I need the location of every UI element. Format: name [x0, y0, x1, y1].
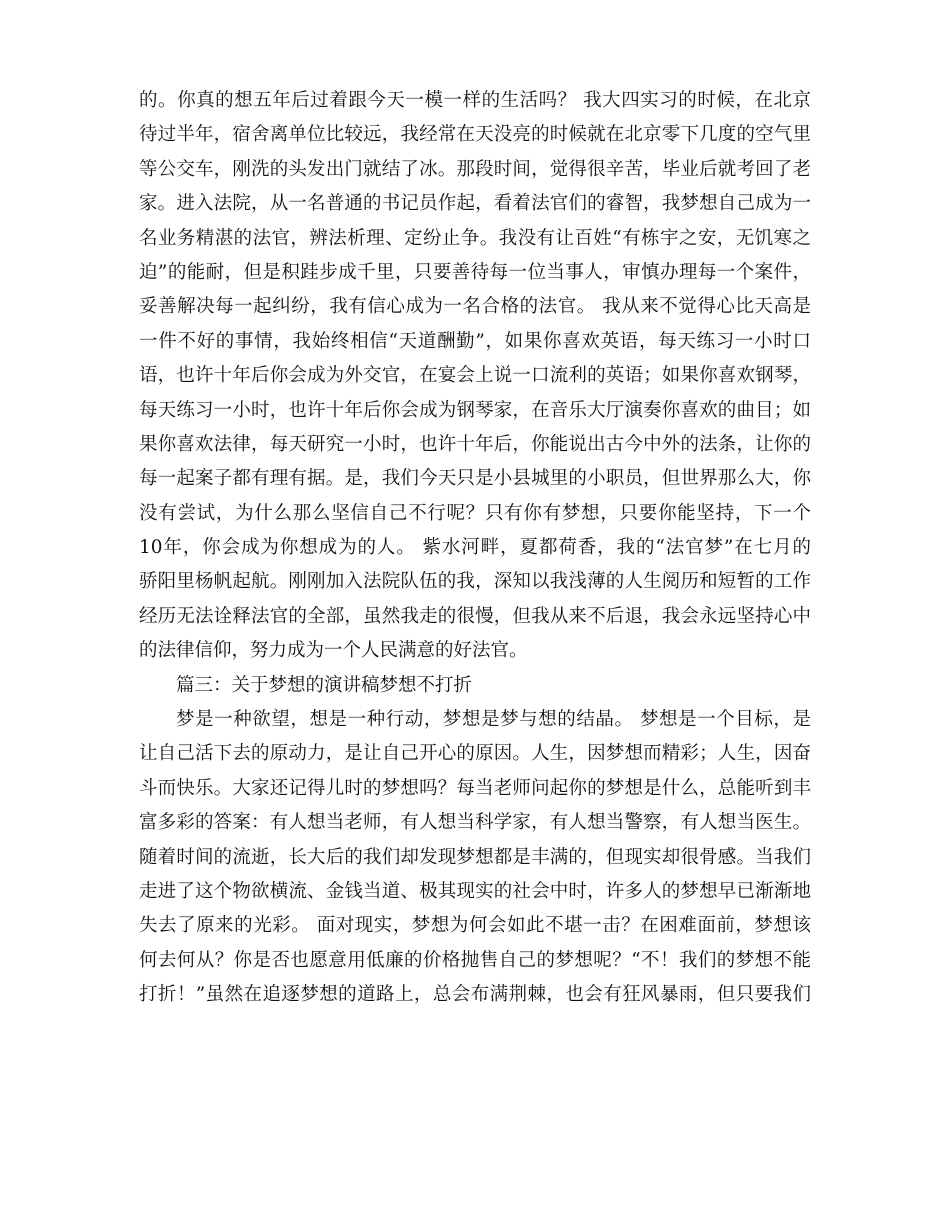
text-line: 富多彩的答案：有人想当老师，有人想当科学家，有人想当警察，有人想当医生。 [139, 812, 811, 834]
text-line: 的法律信仰，努力成为一个人民满意的好法官。 [139, 640, 528, 662]
text-line: 语，也许十年后你会成为外交官，在宴会上说一口流利的英语；如果你喜欢钢琴， [139, 365, 811, 387]
text-line: 失去了原来的光彩。 面对现实，梦想为何会如此不堪一击？在困难面前，梦想该 [139, 915, 811, 937]
text-line: 等公交车，刚洗的头发出门就结了冰。那段时间，觉得很辛苦，毕业后就考回了老 [139, 158, 811, 180]
text-line: 随着时间的流逝，长大后的我们却发现梦想都是丰满的，但现实却很骨感。当我们 [139, 846, 811, 868]
text-line: 待过半年，宿舍离单位比较远，我经常在天没亮的时候就在北京零下几度的空气里 [139, 124, 811, 146]
paragraph-2 [139, 703, 811, 1013]
text-line: 迫”的能耐，但是积跬步成千里，只要善待每一位当事人，审慎办理每一个案件， [139, 261, 811, 283]
text-line: 每一起案子都有理有据。是，我们今天只是小县城里的小职员，但世界那么大，你 [139, 468, 811, 490]
text-line: 没有尝试，为什么那么坚信自己不行呢？只有你有梦想，只要你能坚持，下一个 [139, 502, 811, 524]
text-line: 每天练习一小时，也许十年后你会成为钢琴家，在音乐大厅演奏你喜欢的曲目；如 [139, 399, 811, 421]
text-line: 打折！”虽然在追逐梦想的道路上，总会布满荆棘，也会有狂风暴雨，但只要我们 [139, 984, 811, 1006]
paragraph-1 [139, 84, 811, 669]
text-line: 斗而快乐。大家还记得儿时的梦想吗？每当老师问起你的梦想是什么，总能听到丰 [139, 777, 811, 799]
text-line: 名业务精湛的法官，辨法析理、定纷止争。我没有让百姓“有栋宇之安，无饥寒之 [139, 227, 811, 249]
text-line: 家。进入法院，从一名普通的书记员作起，看着法官们的睿智，我梦想自己成为一 [139, 193, 811, 215]
text-line: 一件不好的事情，我始终相信“天道酬勤”，如果你喜欢英语，每天练习一小时口 [139, 330, 811, 352]
text-line: 经历无法诠释法官的全部，虽然我走的很慢，但我从来不后退，我会永远坚持心中 [139, 605, 811, 627]
text-line: 骄阳里杨帆起航。刚刚加入法院队伍的我，深知以我浅薄的人生阅历和短暂的工作 [139, 571, 811, 593]
text-line: 梦是一种欲望，想是一种行动，梦想是梦与想的结晶。 梦想是一个目标，是 [176, 709, 811, 731]
text-line: 妥善解决每一起纠纷，我有信心成为一名合格的法官。 我从来不觉得心比天高是 [139, 296, 811, 318]
text-line: 10年，你会成为你想成为的人。 紫水河畔，夏都荷香，我的“法官梦”在七月的 [139, 537, 811, 559]
section-heading: 篇三：关于梦想的演讲稿梦想不打折 [176, 674, 473, 696]
text-line: 何去何从？你是否也愿意用低廉的价格抛售自己的梦想呢？“不！我们的梦想不能 [139, 949, 811, 971]
text-line: 让自己活下去的原动力，是让自己开心的原因。人生，因梦想而精彩；人生，因奋 [139, 743, 811, 765]
document-body [139, 84, 811, 1013]
text-line: 果你喜欢法律，每天研究一小时，也许十年后，你能说出古今中外的法条，让你的 [139, 433, 811, 455]
text-line: 走进了这个物欲横流、金钱当道、极其现实的社会中时，许多人的梦想早已渐渐地 [139, 880, 811, 902]
text-line: 的。你真的想五年后过着跟今天一模一样的生活吗？ 我大四实习的时候，在北京 [139, 90, 811, 111]
